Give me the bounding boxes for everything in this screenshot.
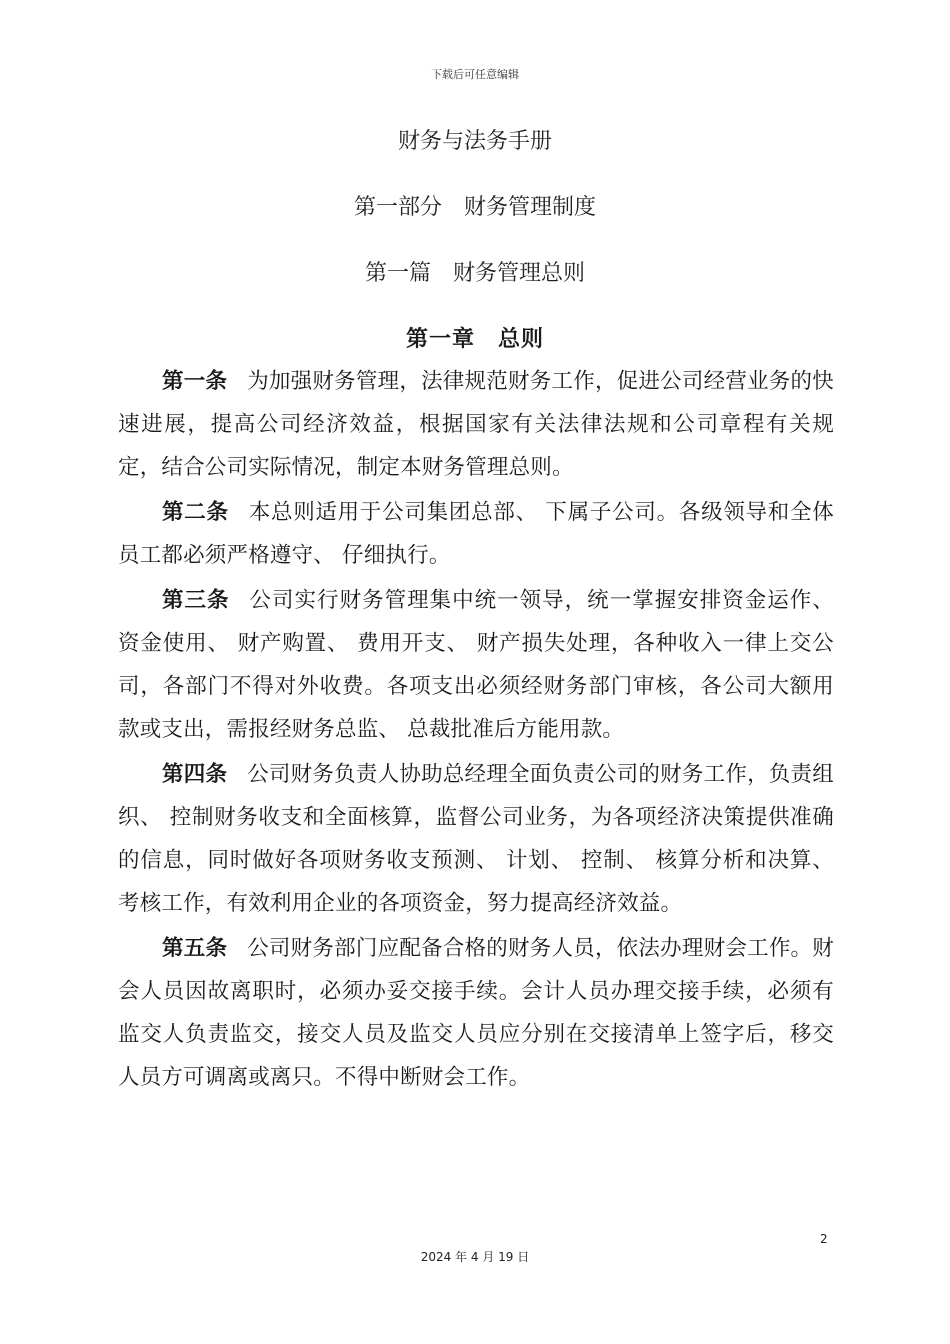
section-title: 第一篇 财务管理总则: [364, 261, 585, 286]
article-5-text: 公司财务部门应配备合格的财务人员，依法办理财会工作。财会人员因故离职时，必须办妥交接手续。会计人员办理交接手续，必须有监交人负责监交，接交人员及监交人员应分别在交接清单上签字后，移交人员方可调离或离只。不得中断财会工作。: [118, 936, 834, 1090]
article-5-number: 第五条: [162, 936, 228, 961]
page-header-note: 下载后可任意编辑: [431, 68, 519, 81]
article-4-number: 第四条: [162, 762, 228, 787]
article-4-text: 公司财务负责人协助总经理全面负责公司的财务工作，负责组织、 控制财务收支和全面核算，监督公司业务，为各项经济决策提供准确的信息，同时做好各项财务收支预测、 计划、 控制、 核算分析和决算、 考核工作，有效利用企业的各项资金，努力提高经济效益。: [118, 762, 834, 916]
article-2-number: 第二条: [162, 500, 229, 525]
manual-title: 财务与法务手册: [397, 129, 552, 154]
part-title: 第一部分 财务管理制度: [353, 195, 596, 220]
chapter-title: 第一章 总则: [405, 327, 544, 352]
article-2-text: 本总则适用于公司集团总部、 下属子公司。各级领导和全体员工都必须严格遵守、 仔细执行。: [118, 500, 834, 568]
page-number: 2: [820, 1232, 828, 1246]
article-3-text: 公司实行财务管理集中统一领导，统一掌握安排资金运作、 资金使用、 财产购置、 费用开支、 财产损失处理，各种收入一律上交公司，各部门不得对外收费。各项支出必须经财务部门审核，各公司大额用款或支出，需报经财务总监、 总裁批准后方能用款。: [118, 588, 834, 742]
article-5: [118, 927, 834, 1099]
article-1: [118, 360, 834, 489]
page-date: 2024 年 4 月 19 日: [420, 1250, 530, 1264]
article-3-number: 第三条: [162, 588, 230, 613]
article-1-number: 第一条: [162, 369, 228, 394]
document-body: [118, 360, 834, 1101]
article-1-text: 为加强财务管理，法律规范财务工作，促进公司经营业务的快速进展，提高公司经济效益，根据国家有关法律法规和公司章程有关规定，结合公司实际情况，制定本财务管理总则。: [118, 369, 834, 480]
article-3: [118, 579, 834, 751]
article-4: [118, 753, 834, 925]
article-2: [118, 491, 834, 577]
